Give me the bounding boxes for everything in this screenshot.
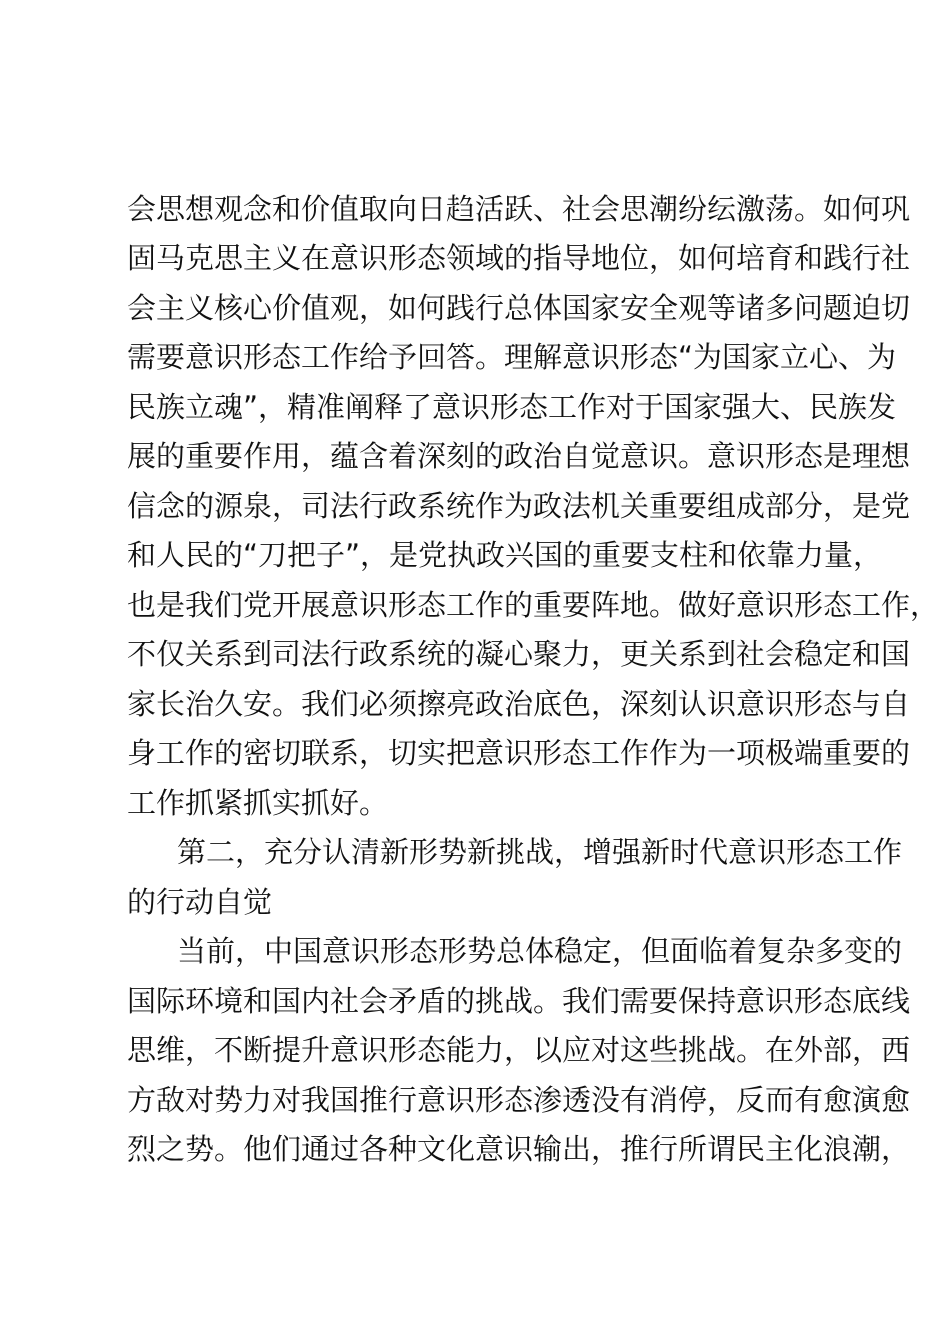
paragraph-line: 方敌对势力对我国推行意识形态渗透没有消停，反而有愈演愈	[127, 1083, 911, 1117]
paragraph-line: 不仅关系到司法行政系统的凝心聚力，更关系到社会稳定和国	[127, 637, 911, 671]
paragraph-line: 思维，不断提升意识形态能力，以应对这些挑战。在外部，西	[127, 1033, 911, 1067]
paragraph-line: 会思想观念和价值取向日趋活跃、社会思潮纷纭激荡。如何巩	[127, 192, 911, 226]
paragraph-line: 烈之势。他们通过各种文化意识输出，推行所谓民主化浪潮，	[127, 1132, 911, 1166]
paragraph-line: 身工作的密切联系，切实把意识形态工作作为一项极端重要的	[127, 736, 911, 770]
paragraph-line: 和人民的“刀把子”，是党执政兴国的重要支柱和依靠力量，	[127, 538, 883, 572]
paragraph-line: 展的重要作用，蕴含着深刻的政治自觉意识。意识形态是理想	[127, 439, 911, 473]
paragraph-line: 会主义核心价值观，如何践行总体国家安全观等诸多问题迫切	[127, 291, 911, 325]
section-heading-line: 第二，充分认清新形势新挑战，增强新时代意识形态工作	[177, 835, 903, 869]
paragraph-line: 需要意识形态工作给予回答。理解意识形态“为国家立心、为	[127, 340, 897, 374]
paragraph-line: 也是我们党开展意识形态工作的重要阵地。做好意识形态工作，	[127, 588, 940, 622]
section-heading-line: 的行动自觉	[127, 885, 273, 919]
paragraph-line: 家长治久安。我们必须擦亮政治底色，深刻认识意识形态与自	[127, 687, 911, 721]
paragraph-line: 国际环境和国内社会矛盾的挑战。我们需要保持意识形态底线	[127, 984, 911, 1018]
paragraph-line: 固马克思主义在意识形态领域的指导地位，如何培育和践行社	[127, 241, 911, 275]
paragraph-line: 信念的源泉，司法行政系统作为政法机关重要组成部分，是党	[127, 489, 911, 523]
paragraph-line: 工作抓紧抓实抓好。	[127, 786, 389, 820]
paragraph-line: 当前，中国意识形态形势总体稳定，但面临着复杂多变的	[177, 934, 903, 968]
paragraph-line: 民族立魂”，精准阐释了意识形态工作对于国家强大、民族发	[127, 390, 897, 424]
